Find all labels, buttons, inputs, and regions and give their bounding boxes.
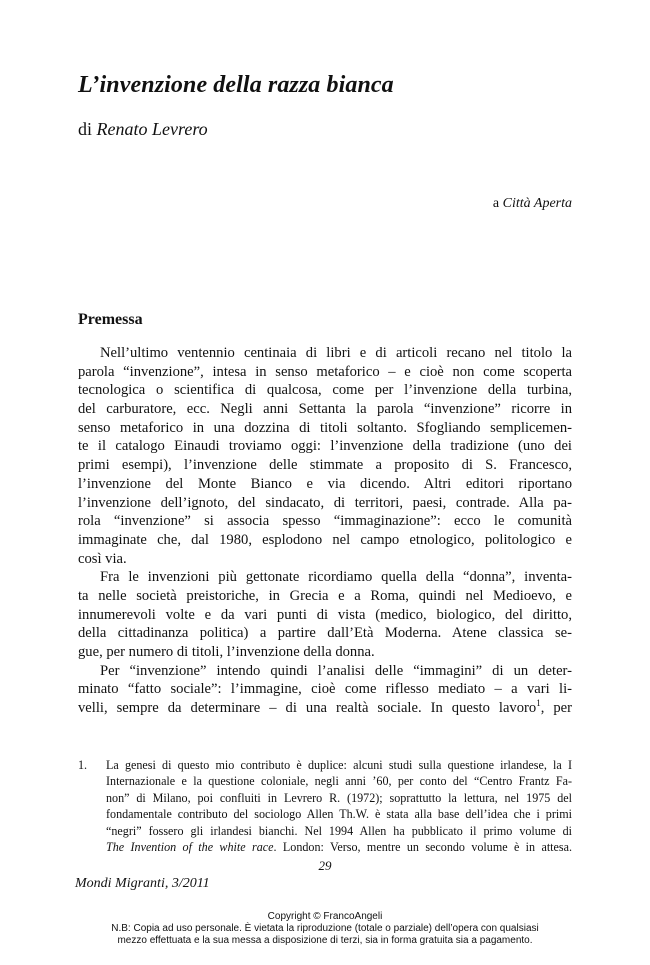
section-heading: Premessa	[78, 311, 143, 328]
body-line: l’invenzione dell’ignoto, del sindacato, di territori, paesi, contrade. Alla pa-	[78, 494, 572, 511]
page-number: 29	[318, 858, 332, 873]
footnote-line: “negri” fossero gli irlandesi bianchi. Nel 1994 Allen ha pubblicato il primo volume di	[106, 823, 572, 838]
body-line: Nell’ultimo ventennio centinaia di libri e di articoli recano nel titolo la	[100, 345, 572, 361]
footnote-line: La genesi di questo mio contributo è duplice: alcuni studi sulla questione irlandese, la I	[106, 758, 572, 772]
body-line: parola “invenzione”, intesa in senso metaforico – e cioè non come scoperta	[78, 363, 572, 380]
body-line: gue, per numero di titoli, l’invenzione della donna.	[78, 644, 375, 660]
copyright-notice	[0, 911, 650, 948]
body-line: innumerevoli volte e da vari punti di vista (medico, biologico, del diritto,	[78, 606, 572, 623]
body-line-text: velli, sempre da determinare – di una realtà sociale. In questo lavoro	[78, 700, 537, 717]
dedication	[493, 196, 572, 212]
footnote-body	[106, 757, 572, 855]
author-name: Renato Levrero	[96, 119, 208, 139]
byline-prefix: di	[78, 119, 97, 139]
footnote	[78, 757, 572, 855]
byline	[78, 119, 208, 140]
body-line: minato “fatto sociale”: l’immagine, cioè come riflesso mediato – a vari li-	[78, 681, 572, 698]
body-line: rola “invenzione” si associa spesso “immaginazione”: ecco le comunità	[78, 513, 572, 530]
body-line: del carburatore, ecc. Negli anni Settanta la parola “invenzione” ricorre in	[78, 401, 572, 418]
body-line: l’invenzione del Monte Bianco e via dicendo. Altri editori riportano	[78, 475, 572, 492]
body-line: della cittadinanza politica) a partire dall’Età Moderna. Atene classica se-	[78, 625, 572, 642]
body-line: Fra le invenzioni più gettonate ricordiamo quella della “donna”, inventa-	[100, 569, 572, 586]
copyright-line: mezzo effettuata e la sua messa a disposizione di terzi, sia in forma gratuita sia a pagamento.	[117, 935, 533, 947]
body-text	[78, 344, 572, 718]
body-line: Per “invenzione” intendo quindi l’analisi delle “immagini” di un deter-	[100, 662, 572, 679]
journal-citation: Mondi Migranti, 3/2011	[75, 876, 210, 891]
footnote-number: 1.	[78, 758, 88, 772]
footnote-line: fondamentale contributo del sociologo Allen Th.W. è stata alla base dell’idea che i primi	[106, 807, 572, 822]
body-line: senso metaforico in una dozzina di titoli soltanto. Sfogliando semplicemen-	[78, 419, 572, 436]
footnote-line-tail: . London: Verso, mentre un secondo volume è in attesa.	[273, 839, 572, 854]
cited-book-title: The Invention of the white race	[106, 839, 274, 854]
body-line: tecnologica o scientifica di qualcosa, come per l’invenzione della turbina,	[78, 382, 572, 399]
footnote-line: non” di Milano, poi confluiti in Levrero R. (1972); soprattutto la lettura, nel 1975 del	[106, 790, 572, 805]
copyright-line: N.B: Copia ad uso personale. È vietata la riproduzione (totale o parziale) dell’opera con qualsiasi	[111, 923, 539, 935]
footnote-ref[interactable]: 1	[536, 698, 541, 709]
footnote-line: Internazionale e la questione coloniale, negli anni ’60, per conto del “Centro Frantz Fa-	[106, 774, 572, 789]
article-title: L’invenzione della razza bianca	[78, 72, 394, 98]
dedication-prefix: a	[492, 196, 503, 211]
body-line: così via.	[78, 550, 127, 567]
body-line-tail: , per	[540, 700, 572, 717]
body-line: ta nelle società preistoriche, in Grecia e a Roma, quindi nel Medioevo, e	[78, 587, 572, 604]
dedication-name: Città Aperta	[502, 196, 572, 211]
body-line-with-footnote-ref	[78, 699, 572, 718]
body-line: immaginate che, dal 1980, esplodono nel campo etnologico, politologico e	[78, 531, 572, 548]
copyright-line: Copyright © FrancoAngeli	[267, 911, 383, 922]
body-line: te il catalogo Einaudi troviamo oggi: l’invenzione della tradizione (uno dei	[78, 438, 572, 455]
body-line: primi esempi), l’invenzione delle stimmate a proposito di S. Francesco,	[78, 457, 572, 474]
footnote-line-last	[106, 839, 572, 855]
